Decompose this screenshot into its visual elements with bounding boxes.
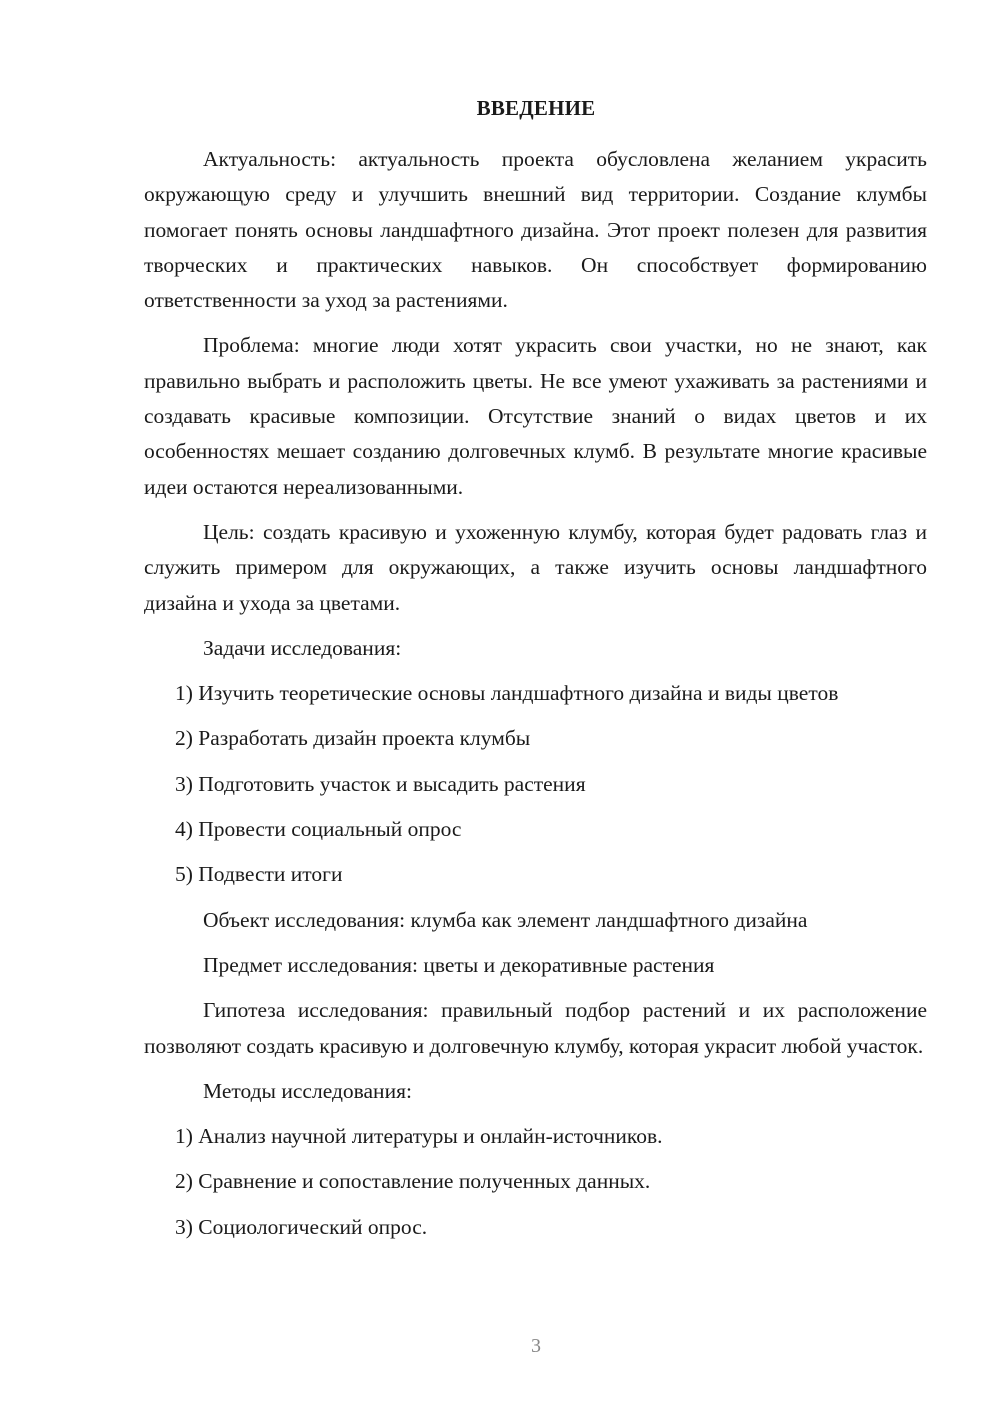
paragraph-problem: Проблема: многие люди хотят украсить свои участки, но не знают, как правильно выбрать и расположить цветы. Не все умеют ухаживать за растениями и создавать красивые композиции. Отсутствие знаний о видах цветов и их особенностях мешает созданию долговечных клумб. В результате многие красивые идеи остаются нереализованными.	[144, 333, 927, 499]
method-item-3: 3) Социологический опрос.	[175, 1214, 428, 1239]
page-title: ВВЕДЕНИЕ	[476, 96, 596, 120]
method-item-1: 1) Анализ научной литературы и онлайн-источников.	[175, 1124, 663, 1149]
task-item-1: 1) Изучить теоретические основы ландшафтного дизайна и виды цветов	[175, 681, 839, 706]
page-number: 3	[531, 1335, 541, 1357]
paragraph-relevance: Актуальность: актуальность проекта обусловлена желанием украсить окружающую среду и улучшить внешний вид территории. Создание клумбы помогает понять основы ландшафтного дизайна. Этот проект полезен для развития творческих и практических навыков. Он способствует формированию ответственности за уход за растениями.	[144, 147, 927, 313]
task-item-4: 4) Провести социальный опрос	[175, 817, 462, 842]
task-item-3: 3) Подготовить участок и высадить растения	[175, 771, 586, 796]
paragraph-goal: Цель: создать красивую и ухоженную клумбу, которая будет радовать глаз и служить примером для окружающих, а также изучить основы ландшафтного дизайна и ухода за цветами.	[144, 519, 927, 615]
paragraph-subject: Предмет исследования: цветы и декоративные растения	[203, 952, 715, 977]
method-item-2: 2) Сравнение и сопоставление полученных данных.	[175, 1169, 651, 1194]
task-item-5: 5) Подвести итоги	[175, 862, 343, 887]
paragraph-object: Объект исследования: клумба как элемент ландшафтного дизайна	[203, 907, 808, 932]
tasks-heading: Задачи исследования:	[203, 635, 402, 660]
paragraph-hypothesis: Гипотеза исследования: правильный подбор растений и их расположение позволяют создать красивую и долговечную клумбу, которая украсит любой участок.	[144, 998, 927, 1058]
document-body	[144, 142, 927, 1255]
task-item-2: 2) Разработать дизайн проекта клумбы	[175, 726, 531, 751]
methods-heading: Методы исследования:	[203, 1078, 412, 1103]
